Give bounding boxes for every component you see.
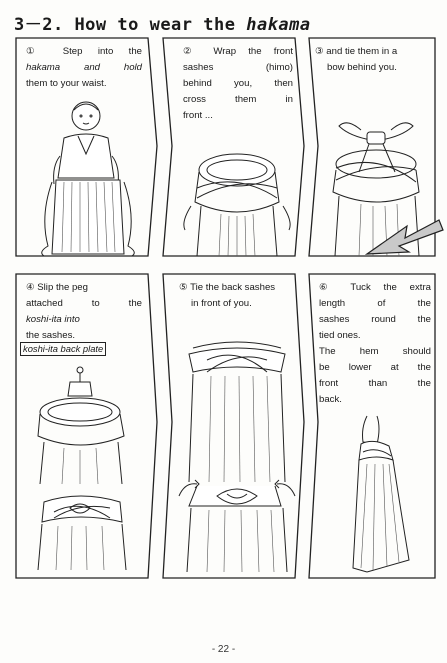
step-line: The hem should xyxy=(319,346,431,357)
step-line: front ... xyxy=(183,110,213,121)
step-text-4 xyxy=(26,280,142,344)
step-panel-2 xyxy=(161,36,297,258)
step-line: Wrap the front xyxy=(213,46,293,57)
title-prefix: 3－2. How to wear the xyxy=(14,15,247,35)
step-text-5 xyxy=(179,280,293,312)
koshi-ita-peg-illustration xyxy=(24,362,142,572)
tie-back-sashes-illustration xyxy=(177,332,297,572)
step-line: in front of you. xyxy=(191,298,252,309)
step-number: ② xyxy=(183,46,202,57)
step-line: cross them in xyxy=(183,94,293,105)
page-number: - 22 - xyxy=(211,644,236,655)
diagonal-arrow-icon xyxy=(365,216,445,262)
page-title xyxy=(14,10,311,35)
step-panel-1 xyxy=(14,36,150,258)
step-line: Tie the back sashes xyxy=(190,282,276,293)
step-line: back. xyxy=(319,394,342,405)
step-number: ④ xyxy=(26,282,35,293)
step-line: behind you, then xyxy=(183,78,293,89)
step-panel-4 xyxy=(14,272,150,494)
side-view-hem-illustration xyxy=(337,412,427,576)
step-line: Tuck the extra xyxy=(350,282,431,293)
step-text-6 xyxy=(319,280,431,408)
step-number: ③ xyxy=(315,46,324,57)
step-line: tied ones. xyxy=(319,330,361,341)
step-text-3 xyxy=(315,44,431,76)
step-line: and tie them in a xyxy=(326,46,398,57)
step-line: bow behind you. xyxy=(327,62,397,73)
koshi-ita-label: koshi-ita back plate xyxy=(20,342,106,356)
step-line: sashes (himo) xyxy=(183,62,293,73)
step-line: front than the xyxy=(319,378,431,389)
crossed-sashes-illustration xyxy=(181,132,293,256)
step-text-2 xyxy=(183,44,293,124)
step-line: Slip the peg xyxy=(37,282,88,293)
step-line: hakama and hold xyxy=(26,62,142,73)
step-number: ① xyxy=(26,46,48,57)
step-text-1 xyxy=(26,44,142,92)
step-line: them to your waist. xyxy=(26,78,107,89)
step-line: Step into the xyxy=(62,46,142,57)
step-line: koshi-ita into xyxy=(26,314,80,325)
step-line: the sashes. xyxy=(26,330,76,341)
title-emphasis: hakama xyxy=(246,15,311,35)
step-number: ⑥ xyxy=(319,282,338,293)
step-number: ⑤ xyxy=(179,282,188,293)
step-line: sashes round the xyxy=(319,314,431,325)
step-panel-5 xyxy=(161,272,297,494)
step-line: attached to the xyxy=(26,298,142,309)
step-panel-6 xyxy=(307,272,443,494)
step-panel-3 xyxy=(307,36,443,258)
person-holding-hakama-illustration xyxy=(34,96,144,256)
step-line: be lower at the xyxy=(319,362,431,373)
step-line: length of the xyxy=(319,298,431,309)
